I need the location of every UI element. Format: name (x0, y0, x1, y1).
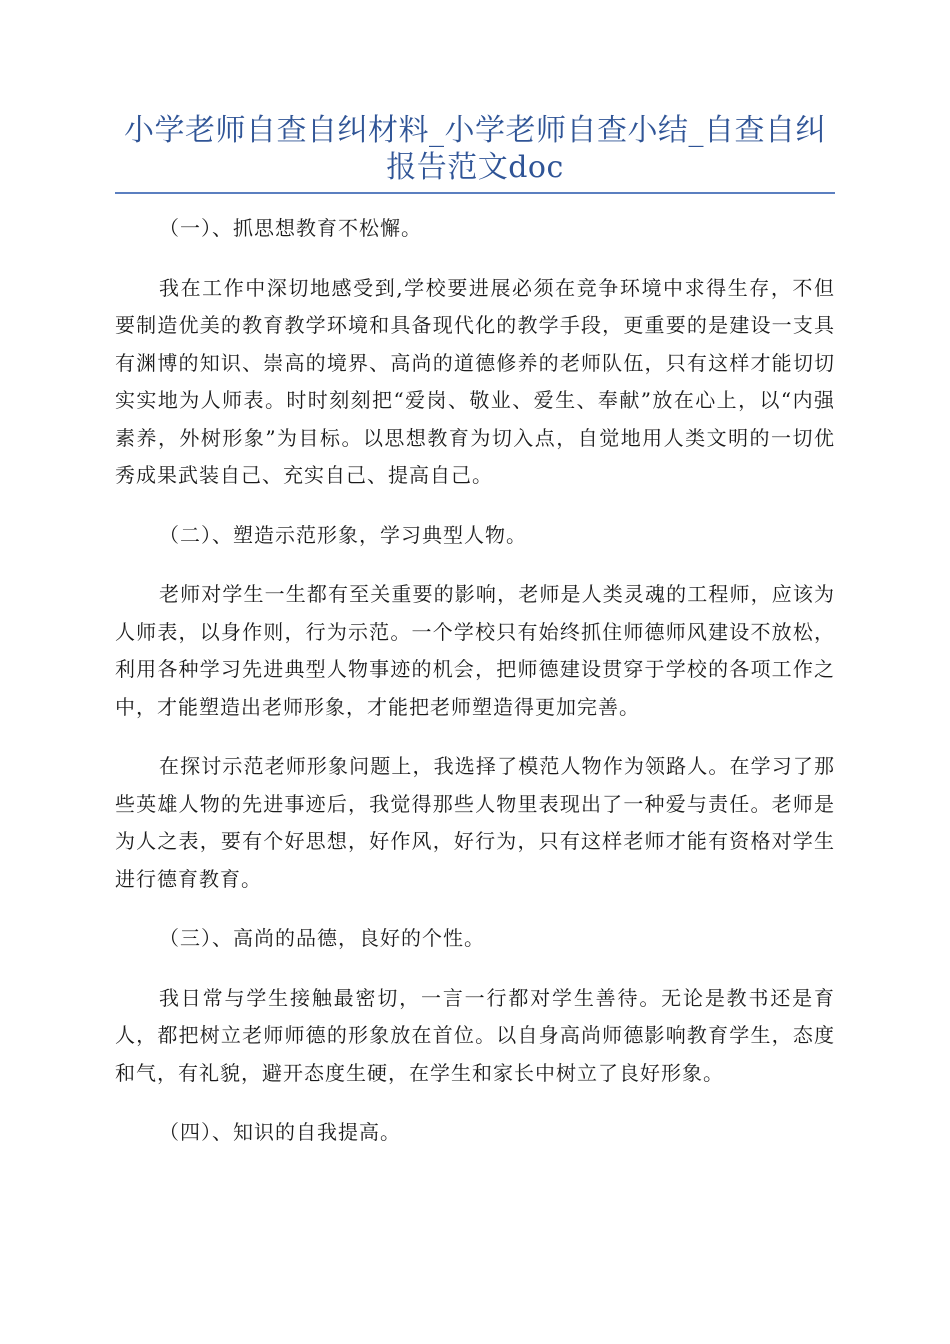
section-heading-3: （三）、高尚的品德，良好的个性。 (159, 926, 485, 950)
title-block (115, 112, 835, 194)
section-heading-2: （二）、塑造示范形象，学习典型人物。 (159, 522, 527, 547)
document-title: 小学老师自查自纠材料_小学老师自查小结_自查自纠报告范文doc (124, 113, 826, 185)
document-body (115, 210, 835, 1174)
section-heading-4: （四）、知识的自我提高。 (159, 1120, 401, 1144)
title-underline (115, 192, 835, 194)
section-1-paragraph-1: 我在工作中深切地感受到,学校要进展必须在竞争环境中求得生存，不但要制造优美的教育教学环境和具备现代化的教学手段，更重要的是建设一支具有渊博的知识、崇高的境界、高尚的道德修养的老师队伍，只有这样才能切切实实地为人师表。时时刻刻把“爱岗、敬业、爱生、奉献”放在心上，以“内强素养，外树形象”为目标。以思想教育为切入点，自觉地用人类文明的一切优秀成果武装自己、充实自己、提高自己。 (115, 275, 835, 487)
section-heading-1: （一）、抓思想教育不松懈。 (159, 216, 422, 240)
section-3-paragraph-1: 我日常与学生接触最密切，一言一行都对学生善待。无论是教书还是育人，都把树立老师师德的形象放在首位。以自身高尚师德影响教育学生，态度和气，有礼貌，避开态度生硬，在学生和家长中树立了良好形象。 (115, 985, 835, 1085)
section-2-paragraph-2: 在探讨示范老师形象问题上，我选择了模范人物作为领路人。在学习了那些英雄人物的先进事迹后，我觉得那些人物里表现出了一种爱与责任。老师是为人之表，要有个好思想，好作风，好行为，只有这样老师才能有资格对学生进行德育教育。 (115, 754, 835, 891)
section-2-paragraph-1: 老师对学生一生都有至关重要的影响，老师是人类灵魂的工程师，应该为人师表，以身作则，行为示范。一个学校只有始终抓住师德师风建设不放松，利用各种学习先进典型人物事迹的机会，把师德建设贯穿于学校的各项工作之中，才能塑造出老师形象，才能把老师塑造得更加完善。 (115, 582, 835, 719)
